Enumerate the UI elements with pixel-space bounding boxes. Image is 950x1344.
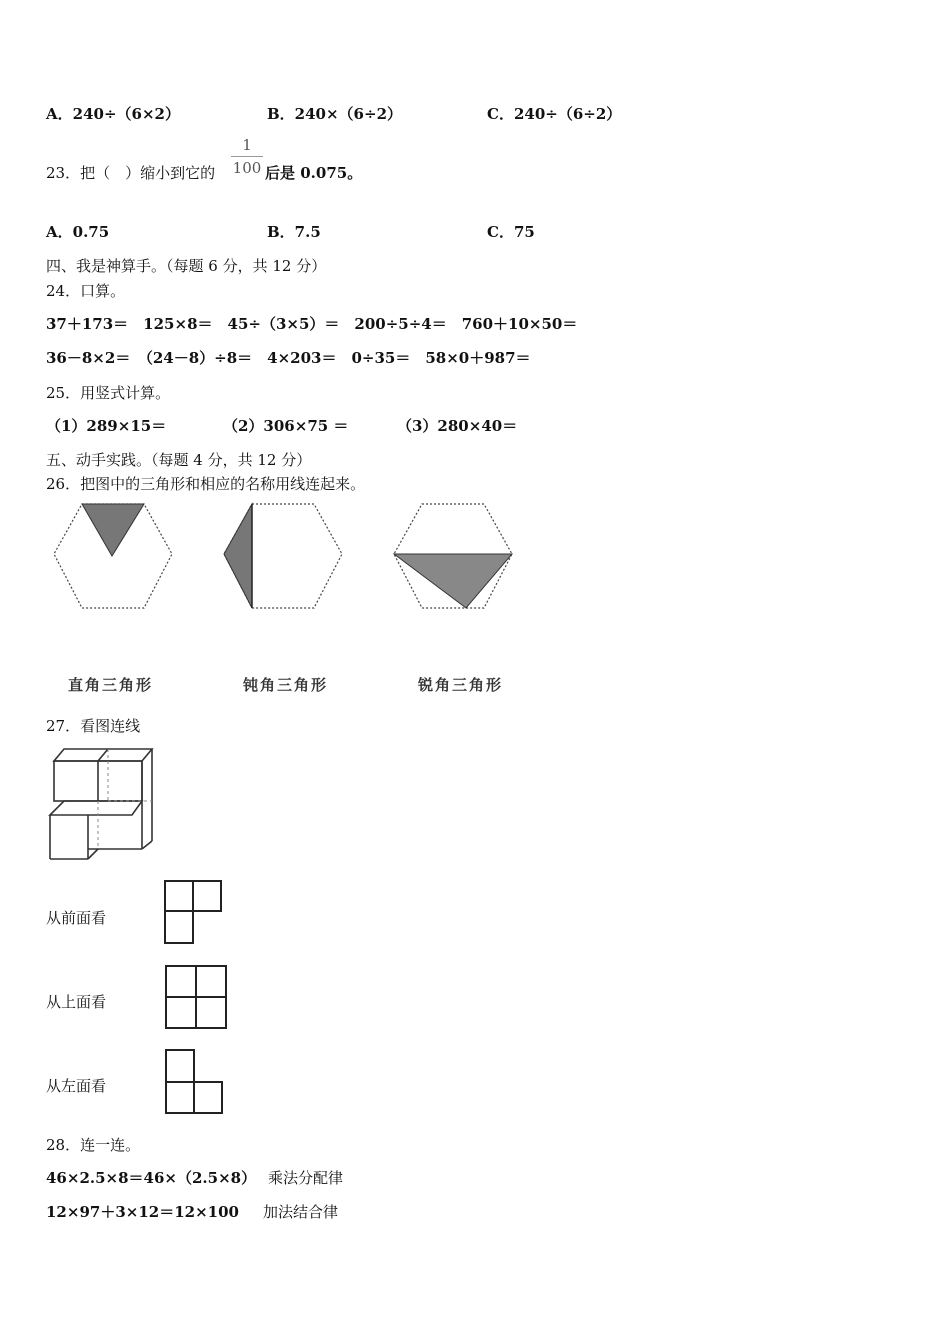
section-4-heading: 四、我是神算手。（每题 6 分，共 12 分） <box>46 257 327 275</box>
hexagon-figure-3 <box>388 500 518 615</box>
q22-option-c: C．240÷（6÷2） <box>487 105 622 123</box>
view-label-top: 从上面看 <box>46 993 107 1011</box>
q24-title: 24．口算。 <box>46 282 126 300</box>
fraction-denominator: 100 <box>232 159 262 177</box>
shaded-obtuse-triangle <box>224 504 252 608</box>
q23-stem-prefix: 23．把（ ）缩小到它的 <box>46 164 216 182</box>
top-view-grid <box>162 962 230 1032</box>
q23-option-c: C．75 <box>487 223 535 241</box>
q22-option-a: A．240÷（6×2） <box>46 105 180 123</box>
fraction-bar <box>231 156 263 157</box>
fraction-numerator: 1 <box>242 136 252 154</box>
q23-stem-suffix: 后是 0.075。 <box>265 164 363 182</box>
q28-row-2-law: 加法结合律 <box>263 1203 339 1221</box>
cube-stack-figure <box>46 745 158 865</box>
q25-part-1: （1）289×15＝ <box>46 417 167 435</box>
view-label-front: 从前面看 <box>46 909 107 927</box>
left-view-grid <box>162 1046 228 1118</box>
q23-fraction <box>231 136 263 177</box>
shaded-acute-triangle <box>394 554 512 608</box>
q28-title: 28．连一连。 <box>46 1136 141 1154</box>
shaded-right-triangle <box>82 504 144 556</box>
label-obtuse-triangle: 钝角三角形 <box>243 676 329 694</box>
front-view-grid <box>162 878 226 948</box>
q26-title: 26．把图中的三角形和相应的名称用线连起来。 <box>46 475 366 493</box>
q24-row-1: 37＋173＝ 125×8＝ 45÷（3×5）＝ 200÷5÷4＝ 760＋10×50＝ <box>46 315 578 333</box>
hexagon-figure-2 <box>218 500 348 615</box>
q27-title: 27．看图连线 <box>46 717 141 735</box>
q25-part-2: （2）306×75 ＝ <box>223 417 349 435</box>
q28-row-2-expression: 12×97＋3×12＝12×100 <box>46 1203 239 1221</box>
section-5-heading: 五、动手实践。（每题 4 分，共 12 分） <box>46 451 312 469</box>
q23-option-a: A．0.75 <box>46 223 110 241</box>
q23-option-b: B．7.5 <box>267 223 321 241</box>
label-acute-triangle: 锐角三角形 <box>418 676 504 694</box>
hexagon-figure-1 <box>48 500 178 615</box>
view-label-left: 从左面看 <box>46 1077 107 1095</box>
q22-option-b: B．240×（6÷2） <box>267 105 403 123</box>
q25-title: 25．用竖式计算。 <box>46 384 171 402</box>
q28-row-1-law: 乘法分配律 <box>268 1169 344 1187</box>
label-right-triangle: 直角三角形 <box>68 676 154 694</box>
q28-row-1-expression: 46×2.5×8＝46×（2.5×8） <box>46 1169 257 1187</box>
q25-part-3: （3）280×40＝ <box>397 417 518 435</box>
q24-row-2: 36－8×2＝ （24－8）÷8＝ 4×203＝ 0÷35＝ 58×0＋987＝ <box>46 349 531 367</box>
